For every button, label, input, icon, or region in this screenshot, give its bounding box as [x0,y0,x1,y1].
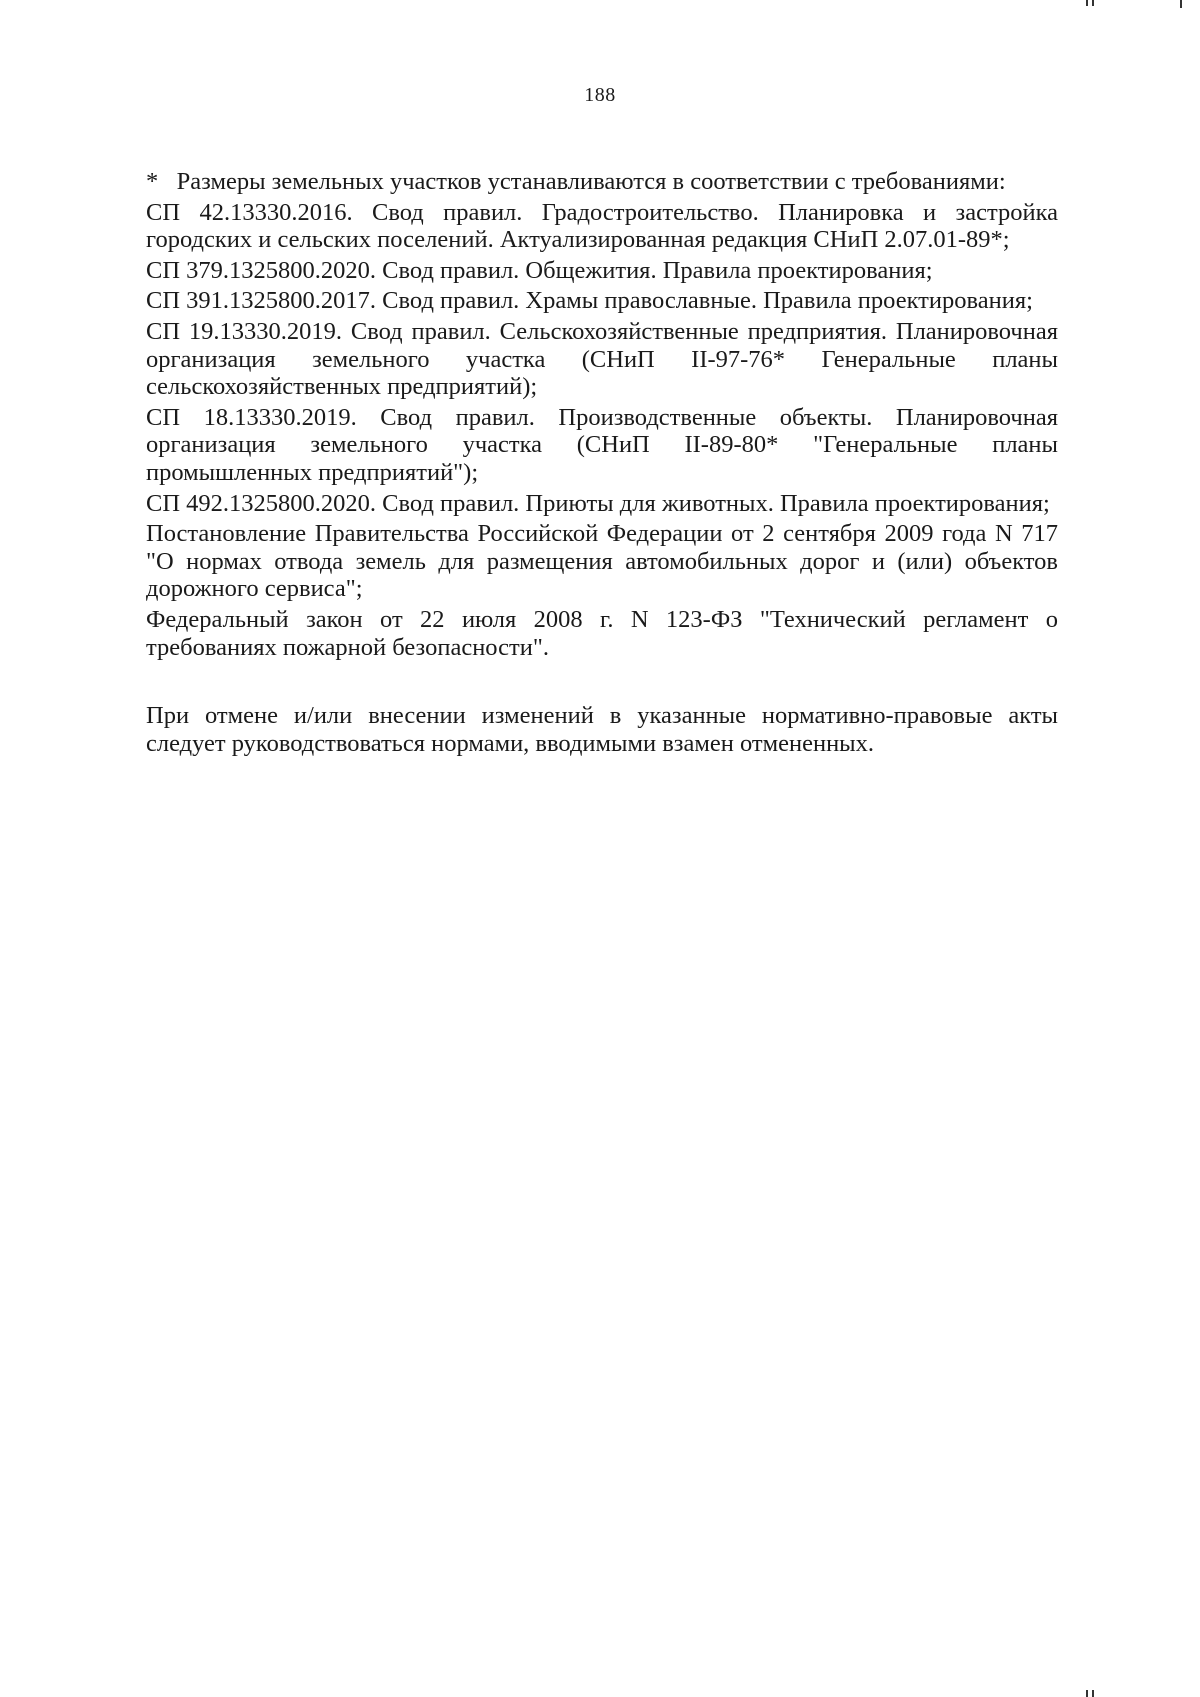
scan-artifact-bottom-right [1086,1690,1088,1697]
footnote-item-sp-19: СП 19.13330.2019. Свод правил. Сельскохозяйственные предприятия. Планировочная организация земельного участка (СНиП II-97-76* Генеральные планы сельскохозяйственных предприятий); [146,317,1058,401]
footnote-item-sp-492: СП 492.1325800.2020. Свод правил. Приюты для животных. Правила проектирования; [146,489,1050,517]
page-number: 188 [584,84,616,106]
footnote-item-government-decree: Постановление Правительства Российской Федерации от 2 сентября 2009 года N 717 "О нормах отвода земель для размещения автомобильных дорог и (или) объектов дорожного сервиса"; [146,520,1058,603]
paragraph-gap [146,664,1058,702]
footnote-item-sp-18: СП 18.13330.2019. Свод правил. Производственные объекты. Планировочная организация земельного участка (СНиП II-89-80* "Генеральные планы промышленных предприятий"); [146,403,1058,486]
scan-artifact-top-right-2 [1092,0,1094,6]
scan-artifact-bottom-right-2 [1092,1690,1094,1697]
footnote-item-federal-law: Федеральный закон от 22 июля 2008 г. N 123-ФЗ "Технический регламент о требованиях пожарной безопасности". [146,605,1058,661]
footnote-item-sp-391: СП 391.1325800.2017. Свод правил. Храмы православные. Правила проектирования; [146,287,1033,315]
footnote-intro: * Размеры земельных участков устанавливаются в соответствии с требованиями: [146,168,1006,195]
footnote-item-sp-42: СП 42.13330.2016. Свод правил. Градостроительство. Планировка и застройка городских и сельских поселений. Актуализированная редакция СНиП 2.07.01-89*; [146,198,1058,254]
document-body [146,168,1058,760]
footnote-item-sp-379: СП 379.1325800.2020. Свод правил. Общежития. Правила проектирования; [146,256,933,284]
scan-artifact-top-edge [1180,0,1182,8]
closing-note: При отмене и/или внесении изменений в указанные нормативно-правовые акты следует руководствоваться нормами, вводимыми взамен отмененных. [146,702,1058,757]
scan-artifact-top-right [1086,0,1088,6]
